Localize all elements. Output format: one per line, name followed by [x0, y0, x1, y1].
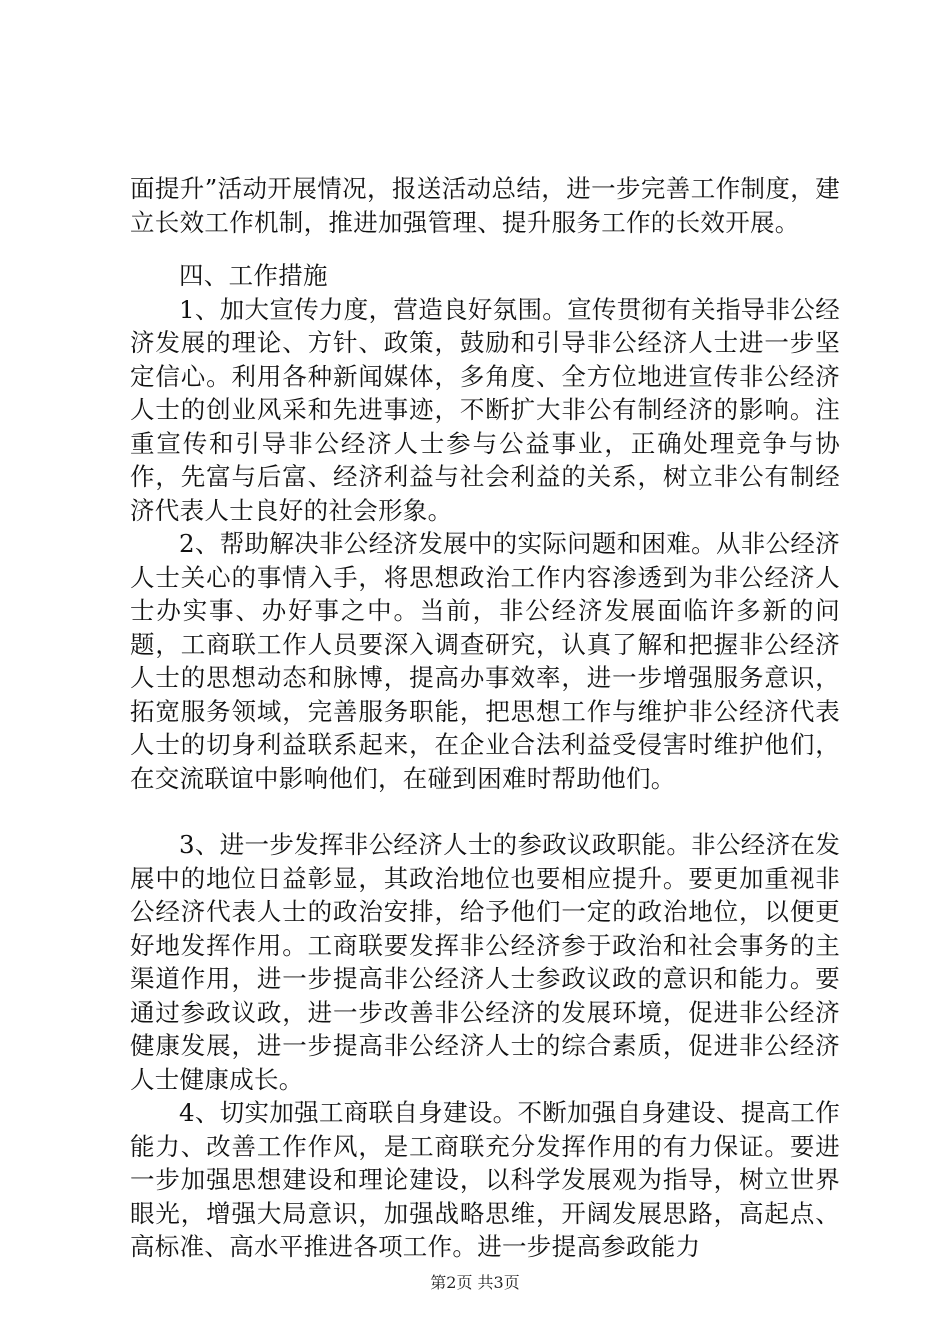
- continuation-paragraph: 面提升”活动开展情况，报送活动总结，进一步完善工作制度，建立长效工作机制，推进加强管理、提升服务工作的长效开展。: [130, 174, 840, 237]
- section-heading: 四、工作措施: [179, 261, 328, 290]
- measures-section: [130, 259, 840, 1264]
- page-footer: 第2页 共3页: [430, 1273, 520, 1292]
- paragraph-4: 4、切实加强工商联自身建设。不断加强自身建设、提高工作能力、改善工作作风，是工商联充分发挥作用的有力保证。要进一步加强思想建设和理论建设，以科学发展观为指导，树立世界眼光，增强大局意识，加强战略思维，开阔发展思路，高起点、高标准、高水平推进各项工作。进一步提高参政能力: [130, 1098, 840, 1261]
- paragraph-1: 1、加大宣传力度，营造良好氛围。宣传贯彻有关指导非公经济发展的理论、方针、政策，鼓励和引导非公经济人士进一步坚定信心。利用各种新闻媒体，多角度、全方位地进宣传非公经济人士的创业风采和先进事迹，不断扩大非公有制经济的影响。注重宣传和引导非公经济人士参与公益事业，正确处理竞争与协作，先富与后富、经济利益与社会利益的关系，树立非公有制经济代表人士良好的社会形象。: [130, 294, 840, 525]
- paragraph-3: 3、进一步发挥非公经济人士的参政议政职能。非公经济在发展中的地位日益彰显，其政治地位也要相应提升。要更加重视非公经济代表人士的政治安排，给予他们一定的政治地位，以便更好地发挥作用。工商联要发挥非公经济参于政治和社会事务的主渠道作用，进一步提高非公经济人士参政议政的意识和能力。要通过参政议政，进一步改善非公经济的发展环境，促进非公经济健康发展，进一步提高非公经济人士的综合素质，促进非公经济人士健康成长。: [130, 830, 840, 1094]
- paragraph-2: 2、帮助解决非公经济发展中的实际问题和困难。从非公经济人士关心的事情入手，将思想政治工作内容渗透到为非公经济人士办实事、办好事之中。当前，非公经济发展面临许多新的问题，工商联工作人员要深入调查研究，认真了解和把握非公经济人士的思想动态和脉博，提高办事效率，进一步增强服务意识，拓宽服务领域，完善服务职能，把思想工作与维护非公经济代表人士的切身利益联系起来，在企业合法利益受侵害时维护他们，在交流联谊中影响他们，在碰到困难时帮助他们。: [130, 529, 840, 793]
- paragraph-spacer: [130, 795, 840, 828]
- continuation-block: [130, 172, 840, 239]
